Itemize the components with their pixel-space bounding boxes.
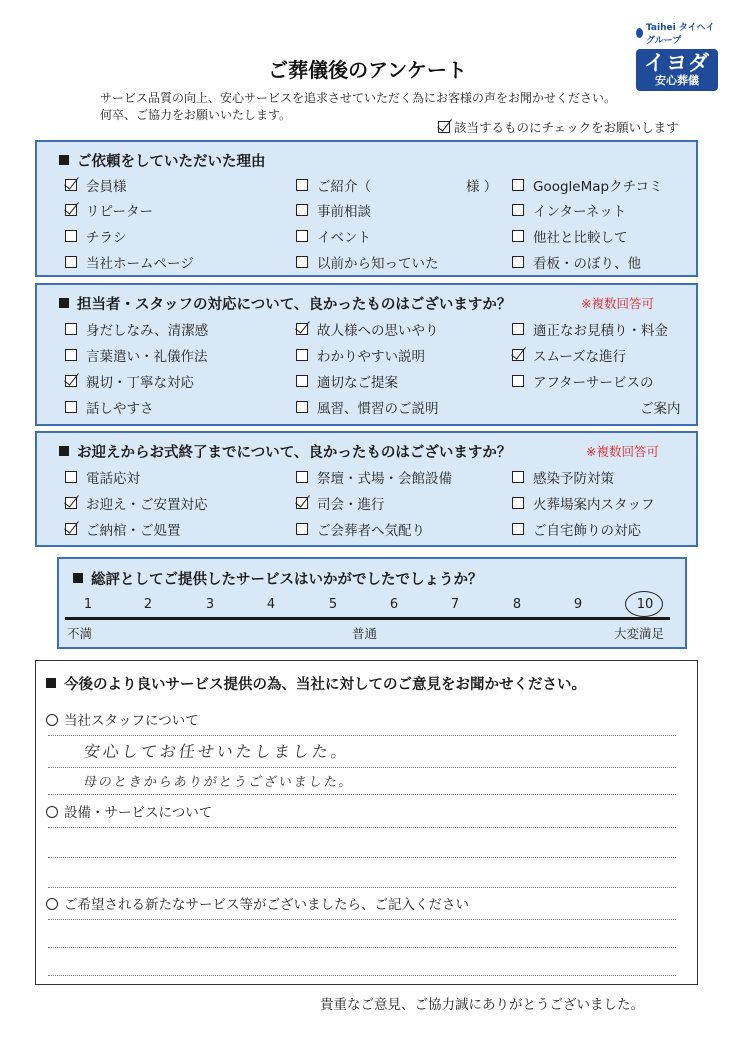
option-customs[interactable]: 風習、慣習のご説明 [296,397,439,417]
rating-tick-10[interactable]: 10 [636,597,654,612]
answer-line [48,767,676,768]
option-suggestion[interactable]: 適切なご提案 [296,371,398,391]
checkbox[interactable] [65,471,77,483]
logo-group-text: Taihei タイヘイグループ [645,23,715,46]
option-fair-estimate[interactable]: 適正なお見積り・料金 [512,319,668,339]
check-note-text: 該当するものにチェックをお願いします [454,120,679,135]
option-event[interactable]: イベント [296,226,371,246]
logo-group-name [636,20,718,46]
option-googlemap[interactable]: GoogleMapクチコミ [512,175,663,195]
option-compared[interactable]: 他社と比較して [512,226,628,246]
answer-line [48,947,676,948]
section-opinions [35,660,698,985]
option-repeater[interactable]: リピーター [65,200,153,220]
footer-thanks: 貴重なご意見、ご協力誠にありがとうございました。 [320,997,644,1013]
logo-sub-text: 安心葬儀 [655,74,699,87]
checkbox[interactable] [65,230,77,242]
option-member[interactable]: 会員様 [65,175,127,195]
checkbox[interactable] [296,523,308,535]
answer-line [48,919,676,920]
option-manners[interactable]: 言葉遣い・礼儀作法 [65,345,208,365]
rating-tick-3[interactable]: 3 [205,597,215,612]
rating-tick-9[interactable]: 9 [573,597,583,612]
facility-question: 設備・サービスについて [46,801,212,821]
option-signboard[interactable]: 看板・のぼり、他 [512,252,641,272]
option-encoffin[interactable]: ご納棺・ご処置 [65,519,181,539]
section-opinions-heading: 今後のより良いサービス提供の為、当社に対してのご意見をお聞かせください。 [46,673,586,694]
check-note [438,118,679,136]
logo-main-text: イヨダ [644,51,710,75]
option-easy-talk[interactable]: 話しやすさ [65,397,154,417]
checkbox[interactable] [65,523,77,535]
answer-line [48,857,676,858]
section-ceremony-heading: お迎えからお式終了までについて、良かったものはございますか？ [59,441,511,462]
checkbox[interactable] [65,375,77,387]
multi-answer-note: ※複数回答可 [581,296,654,311]
answer-line [48,794,676,795]
option-crematorium[interactable]: 火葬場案内スタッフ [512,493,655,513]
checkbox[interactable] [512,497,524,509]
answer-line [48,975,676,976]
rating-tick-6[interactable]: 6 [389,597,399,612]
checkbox[interactable] [512,349,524,361]
option-phone[interactable]: 電話応対 [65,467,140,487]
checkbox[interactable] [512,523,524,535]
checkbox[interactable] [296,323,308,335]
checkbox[interactable] [65,256,77,268]
checkbox[interactable] [65,497,77,509]
taihei-mark-icon [636,28,643,38]
option-pre-consult[interactable]: 事前相談 [296,200,371,220]
section-rating-heading: 総評としてご提供したサービスはいかがでしたでしょうか？ [73,568,483,589]
section-staff-heading: 担当者・スタッフの対応について、良かったものはございますか？ [59,293,511,314]
option-pickup[interactable]: お迎え・ご安置対応 [65,493,208,513]
option-homepage[interactable]: 当社ホームページ [65,252,194,272]
answer-line [48,735,676,736]
rating-tick-4[interactable]: 4 [266,597,276,612]
checkbox[interactable] [296,179,308,191]
new-service-question: ご希望される新たなサービス等がございましたら、ご記入ください [46,893,469,913]
checkbox[interactable] [65,204,77,216]
after-service-continuation: ご案内 [640,401,681,417]
checkbox[interactable] [296,375,308,387]
option-internet[interactable]: インターネット [512,200,626,220]
option-referral[interactable]: ご紹介（ [296,175,371,195]
rating-scale-line [65,617,670,620]
checkbox[interactable] [296,497,308,509]
checkbox[interactable] [65,349,77,361]
company-logo [636,20,718,91]
checkbox[interactable] [512,230,524,242]
option-altar[interactable]: 祭壇・式場・会館設備 [296,467,452,487]
answer-line [48,887,676,888]
option-after-service[interactable]: アフターサービスの [512,371,654,391]
checkbox[interactable] [296,256,308,268]
option-deceased-care[interactable]: 故人様への思いやり [296,319,439,339]
option-kindness[interactable]: 親切・丁寧な対応 [65,371,194,391]
checkbox[interactable] [512,256,524,268]
checkbox[interactable] [296,204,308,216]
checkbox[interactable] [296,349,308,361]
option-attendee-care[interactable]: ご会葬者へ気配り [296,519,425,539]
rating-label-high: 大変満足 [614,626,665,641]
option-clear-explanation[interactable]: わかりやすい説明 [296,345,425,365]
option-home-decor[interactable]: ご自宅飾りの対応 [512,519,641,539]
multi-answer-note: ※複数回答可 [586,444,659,459]
checkbox[interactable] [65,401,77,413]
rating-tick-7[interactable]: 7 [450,597,460,612]
checkbox[interactable] [512,323,524,335]
example-checkbox [438,121,450,133]
answer-line [48,827,676,828]
page-title: ご葬儀後のアンケート [268,58,467,82]
rating-tick-8[interactable]: 8 [512,597,522,612]
rating-tick-2[interactable]: 2 [143,597,153,612]
intro-line-1: サービス品質の向上、安心サービスを追求させていただく為にお客様の声をお聞かせください。 [100,91,617,105]
option-infection[interactable]: 感染予防対策 [512,467,614,487]
staff-answer-line-1[interactable]: 安心してお任せいたしました。 [82,742,352,761]
checkbox[interactable] [512,375,524,387]
rating-tick-1[interactable]: 1 [83,597,93,612]
checkbox[interactable] [512,179,524,191]
referral-suffix: 様 ） [466,179,498,195]
option-smooth-progress[interactable]: スムーズな進行 [512,345,626,365]
rating-label-mid: 普通 [352,626,378,641]
checkbox[interactable] [296,471,308,483]
checkbox[interactable] [65,323,77,335]
staff-question: 当社スタッフについて [46,709,199,729]
checkbox[interactable] [512,471,524,483]
logo-box [636,49,718,91]
rating-label-low: 不満 [67,626,93,641]
option-known-before[interactable]: 以前から知っていた [296,252,439,272]
checkbox[interactable] [512,204,524,216]
option-appearance[interactable]: 身だしなみ、清潔感 [65,319,208,339]
staff-answer-line-2[interactable]: 母のときからありがとうございました。 [82,775,355,790]
checkbox[interactable] [296,401,308,413]
intro-line-2: 何卒、ご協力をお願いいたします。 [100,108,292,122]
selected-rating-circle [625,591,663,617]
option-flyer[interactable]: チラシ [65,226,127,246]
checkbox[interactable] [296,230,308,242]
option-emcee[interactable]: 司会・進行 [296,493,385,513]
rating-tick-5[interactable]: 5 [328,597,338,612]
section-reason-heading: ご依頼をしていただいた理由 [59,150,266,171]
checkbox[interactable] [65,179,77,191]
